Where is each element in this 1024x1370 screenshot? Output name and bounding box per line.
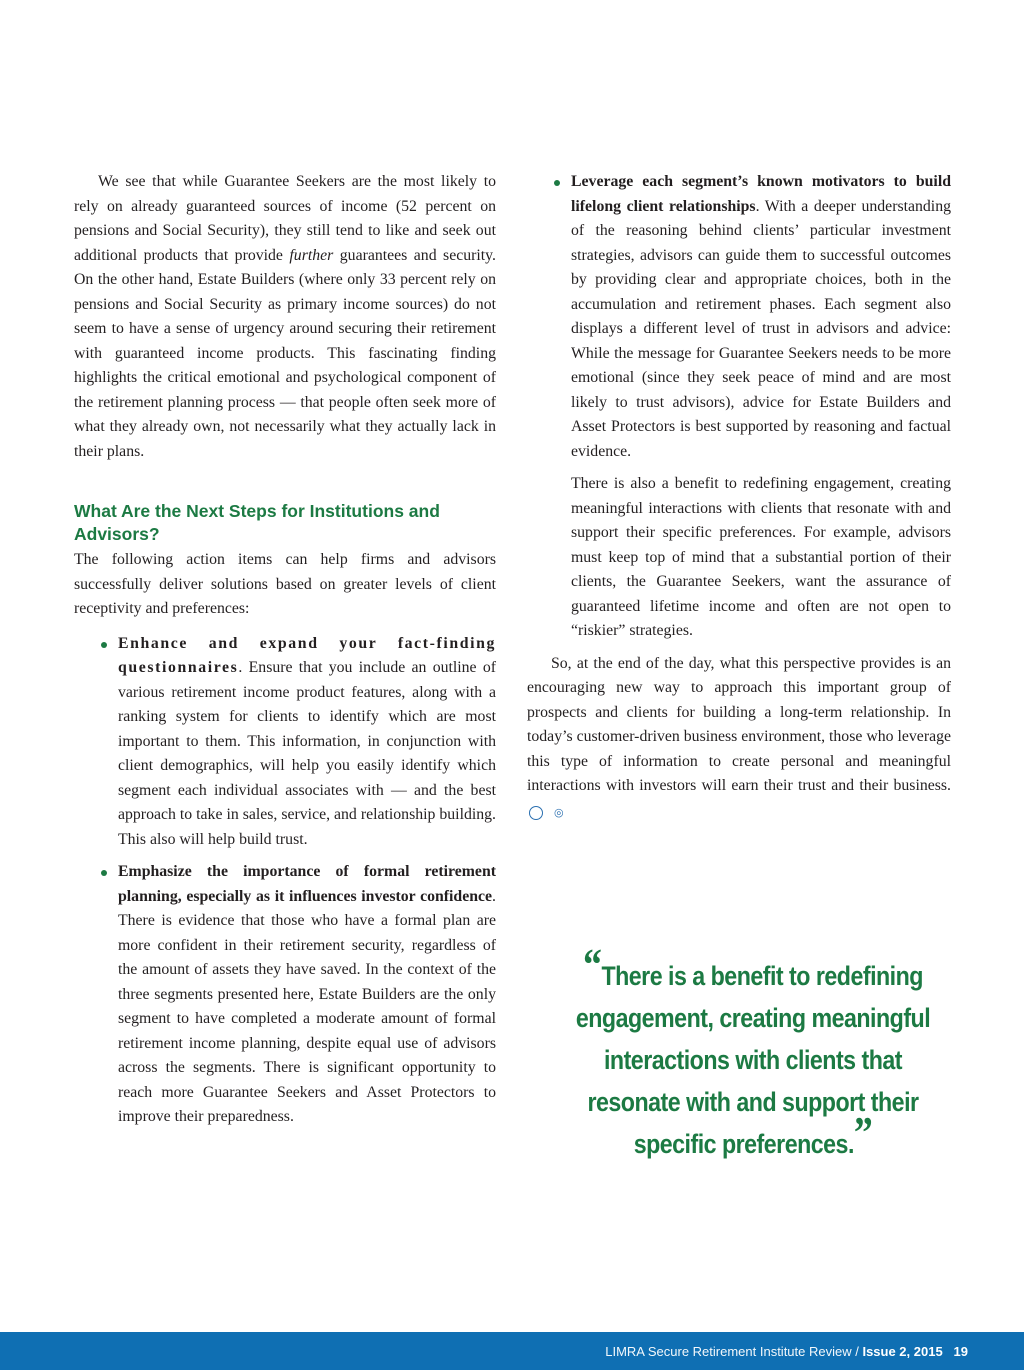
bullet-icon <box>554 180 560 186</box>
bullet-body: . With a deeper understanding of the reasoning behind clients’ particular investment strategies, advisors can guide them to successful outcomes by providing clear and appropriate choices, both in the accumulation and retirement phases. Each segment also displays a different level of trust in advisors and advice: While the message for Guarantee Seekers needs to be more emotional (since they seek peace of mind and are most likely to trust advisors), advice for Estate Builders and Asset Protectors is best supported by reasoning and factual evidence. <box>571 197 951 460</box>
list-item <box>74 860 496 1130</box>
publication-name: LIMRA Secure Retirement Institute Review / <box>605 1344 863 1359</box>
intro-paragraph: We see that while Guarantee Seekers are the most likely to rely on already guaranteed sources of income (52 percent on pensions and Social Security), they still tend to like and seek out additional products that provide further guarantees and security. On the other hand, Estate Builders (where only 33 percent rely on pensions and Social Security as primary income sources) do not seem to have a sense of urgency around securing their retirement with guaranteed income products. This fascinating finding highlights the critical emotional and psychological component of the retirement planning process — that people often seek more of what they already own, not necessarily what they actually lack in their plans. <box>74 173 496 460</box>
pull-quote-text: There is a benefit to redefining engagement, creating meaningful interactions with clients that resonate with and support their specific preferences. <box>575 961 931 1159</box>
issue-label: Issue 2, 2015 <box>862 1344 943 1359</box>
footer-text <box>605 1344 968 1359</box>
action-items-list <box>74 632 496 1130</box>
closing-paragraph: So, at the end of the day, what this perspective provides is an encouraging new way to approach this important group of prospects and clients for building a long-term relationship. In today’s customer-driven business environment, those who leverage this type of information to create personal and meaningful interactions with investors will earn their trust and their business. ◎ <box>527 654 951 819</box>
bullet-icon <box>101 642 107 648</box>
bullet-icon <box>101 870 107 876</box>
emphasis-further: further <box>289 246 334 264</box>
left-column <box>74 170 496 1138</box>
bullet-title: Enhance and expand your fact-finding questionnaires <box>118 634 496 676</box>
engagement-paragraph: There is also a benefit to redefining engagement, creating meaningful interactions with clients that resonate with and support their specific preferences. For example, advisors must keep top of mind that a substantial portion of their clients, the Guarantee Seekers, want the assurance of guaranteed lifetime income and often are not open to “riskier” strategies. <box>571 475 951 639</box>
action-items-list-continued <box>527 170 951 464</box>
list-item <box>74 632 496 853</box>
page-number: 19 <box>953 1344 968 1359</box>
page-footer <box>0 1332 1024 1370</box>
close-quote-mark: ” <box>853 1108 873 1157</box>
list-item <box>527 170 951 464</box>
open-quote-mark: “ <box>583 940 602 989</box>
lead-paragraph: The following action items can help firms and advisors successfully deliver solutions based on greater levels of client receptivity and preferences: <box>74 551 496 617</box>
bullet-body: . Ensure that you include an outline of various retirement income product features, along with a ranking system for clients to identify which are most important to them. This information, in conjunction with client demographics, will help you easily identify which segment each individual associates with — and the best approach to take in sales, service, and relationship building. This also will help build trust. <box>118 659 496 848</box>
globe-icon: ◎ <box>529 806 543 820</box>
section-heading: What Are the Next Steps for Institutions and Advisors? <box>74 501 440 544</box>
bullet-body: . There is evidence that those who have a formal plan are more confident in their retirement security, regardless of the amount of assets they have saved. In the context of the three segments presented here, Estate Builders are the only segment to have completed a moderate amount of formal retirement income planning, despite equal use of advisors across the segments. There is significant opportunity to reach more Guarantee Seekers and Asset Protectors to improve their preparedness. <box>118 887 496 1125</box>
right-column <box>527 170 951 823</box>
pull-quote <box>559 940 948 1165</box>
bullet-title: Emphasize the importance of formal retirement planning, especially as it influences investor confidence <box>118 863 496 905</box>
bullet-title: Leverage each segment’s known motivators to build lifelong client relationships <box>571 173 951 215</box>
